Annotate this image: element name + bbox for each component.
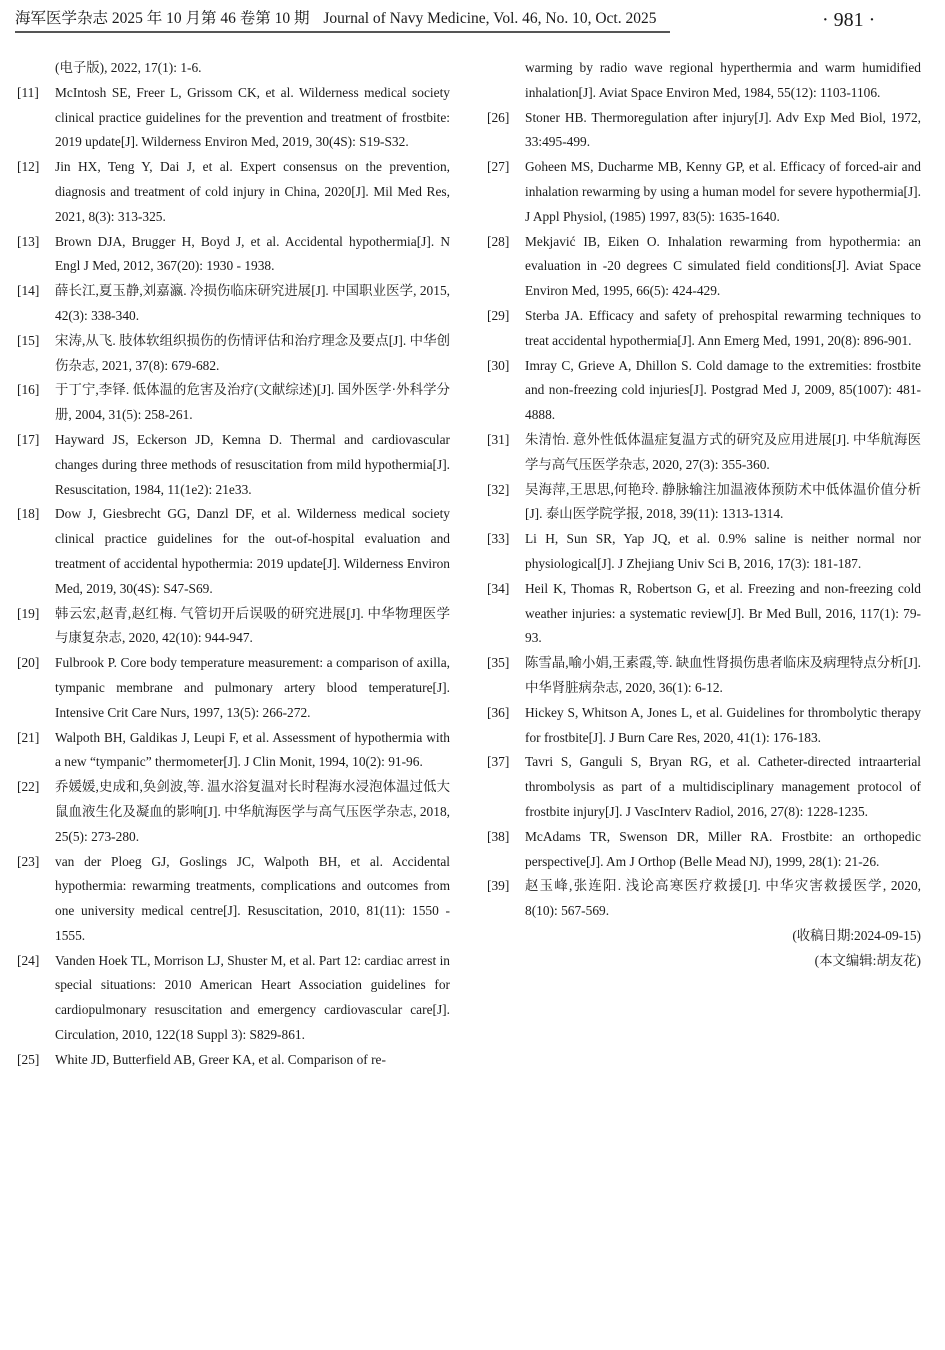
reference-text: Fulbrook P. Core body temperature measurement: a comparison of axilla, tympanic membrane and pulmonary artery blood temperature[J]. Intensive Crit Care Nurs, 1997, 13(5): 266-272.: [55, 655, 450, 720]
reference-item: [17, 329, 450, 379]
reference-text: 吴海萍,王思思,何艳玲. 静脉输注加温液体预防术中低体温价值分析[J]. 泰山医学院学报, 2018, 39(11): 1313-1314.: [525, 481, 921, 522]
reference-item: [17, 850, 450, 949]
page-number: · 981 ·: [822, 9, 876, 31]
reference-number: [34]: [487, 580, 510, 596]
reference-item: [487, 750, 921, 824]
reference-number: [28]: [487, 233, 510, 249]
reference-text: 陈雪晶,喻小娟,王素霞,等. 缺血性肾损伤患者临床及病理特点分析[J]. 中华肾脏病杂志, 2020, 36(1): 6-12.: [525, 655, 921, 695]
running-header: [15, 9, 670, 33]
reference-number: [18]: [17, 506, 40, 522]
reference-text: Vanden Hoek TL, Morrison LJ, Shuster M, et al. Part 12: cardiac arrest in special situations: 2010 American Heart Association guidelines for cardiopulmonary resuscitation and emergency cardiovascular care[J]. Circulation, 2010, 122(18 Suppl 3): S829-861.: [55, 952, 450, 1043]
reference-text: Sterba JA. Efficacy and safety of prehospital rewarming techniques to treat accidental hypothermia[J]. Ann Emerg Med, 1991, 20(8): 896-901.: [525, 307, 921, 348]
reference-item: [487, 701, 921, 751]
reference-text: Dow J, Giesbrecht GG, Danzl DF, et al. Wilderness medical society clinical practice guidelines for the out-of-hospital evaluation and treatment of accidental hypothermia: 2019 update[J]. Wilderness Environ Med, 2019, 30(4S): S47-S69.: [55, 506, 450, 596]
reference-number: [15]: [17, 332, 40, 348]
reference-item: [17, 230, 450, 280]
reference-text: Jin HX, Teng Y, Dai J, et al. Expert consensus on the prevention, diagnosis and treatment of cold injury in China, 2020[J]. Mil Med Res, 2021, 8(3): 313-325.: [55, 159, 450, 224]
reference-item: [487, 527, 921, 577]
reference-item: [17, 651, 450, 725]
reference-number: [22]: [17, 779, 40, 795]
reference-number: [13]: [17, 233, 40, 249]
reference-text: Tavri S, Ganguli S, Bryan RG, et al. Catheter-directed intraarterial thrombolysis as part of a multidisciplinary management protocol of frostbite injury[J]. J VascInterv Radiol, 2016, 27(8): 1228-1235.: [525, 754, 921, 819]
reference-text: Imray C, Grieve A, Dhillon S. Cold damage to the extremities: frostbite and non-freezing cold injuries[J]. Postgrad Med J, 2009, 85(1007): 481-4888.: [525, 357, 921, 423]
reference-item: [17, 775, 450, 849]
reference-number: [24]: [17, 952, 40, 968]
reference-text: Goheen MS, Ducharme MB, Kenny GP, et al. Efficacy of forced-air and inhalation rewarming by using a human model for severe hypothermia[J]. J Appl Physiol, (1985) 1997, 83(5): 1635-1640.: [525, 159, 921, 224]
reference-number: [19]: [17, 605, 40, 621]
reference-item: [17, 428, 450, 502]
reference-number: [33]: [487, 531, 510, 547]
reference-text: White JD, Butterfield AB, Greer KA, et al. Comparison of re-: [55, 1051, 386, 1067]
reference-item: [487, 577, 921, 651]
reference-number: [30]: [487, 357, 510, 373]
editor-note: (本文编辑:胡友花): [814, 952, 921, 968]
reference-text: van der Ploeg GJ, Goslings JC, Walpoth BH, et al. Accidental hypothermia: rewarming treatments, complications and outcomes from one university medical centre[J]. Resuscitation, 2010, 81(11): 1550 - 1555.: [55, 853, 450, 943]
reference-number: [25]: [17, 1051, 40, 1067]
right-column: [487, 56, 921, 973]
reference-text: 薛长江,夏玉静,刘嘉瀛. 冷损伤临床研究进展[J]. 中国职业医学, 2015, 42(3): 338-340.: [55, 283, 450, 323]
reference-item: [487, 428, 921, 478]
reference-number: [26]: [487, 109, 510, 125]
reference-number: [37]: [487, 754, 510, 770]
reference-item: [17, 602, 450, 652]
reference-item: [487, 651, 921, 701]
reference-text: 于丁宁,李铎. 低体温的危害及治疗(文献综述)[J]. 国外医学·外科学分册, 2004, 31(5): 258-261.: [55, 382, 450, 423]
reference-item: [487, 106, 921, 156]
reference-item: [17, 726, 450, 776]
reference-number: [12]: [17, 159, 40, 175]
left-column: [17, 56, 450, 1073]
reference-number: [38]: [487, 828, 510, 844]
reference-text: Hayward JS, Eckerson JD, Kemna D. Thermal and cardiovascular changes during three methods of resuscitation from mild hypothermia[J]. Resuscitation, 1984, 11(1e2): 21e33.: [55, 431, 450, 497]
reference-text: 乔媛媛,史成和,奂剑波,等. 温水浴复温对长时程海水浸泡体温过低大鼠血液生化及凝血的影响[J]. 中华航海医学与高气压医学杂志, 2018, 25(5): 273-280.: [55, 779, 450, 844]
reference-text: Hickey S, Whitson A, Jones L, et al. Guidelines for thrombolytic therapy for frostbite[J]. J Burn Care Res, 2020, 41(1): 176-183.: [525, 704, 921, 745]
reference-item: [17, 81, 450, 155]
reference-number: [31]: [487, 431, 510, 447]
reference-continuation: (电子版), 2022, 17(1): 1-6.: [55, 60, 202, 75]
reference-item: [487, 155, 921, 229]
reference-number: [17]: [17, 431, 40, 447]
reference-item: [487, 825, 921, 875]
reference-list: [17, 81, 450, 1073]
reference-text: 赵玉峰,张连阳. 浅论高寒医疗救援[J]. 中华灾害救援医学, 2020, 8(10): 567-569.: [525, 878, 921, 919]
reference-number: [21]: [17, 729, 40, 745]
reference-number: [23]: [17, 853, 40, 869]
reference-item: [487, 478, 921, 528]
reference-number: [20]: [17, 655, 40, 671]
received-date: (收稿日期:2024-09-15): [792, 927, 921, 943]
reference-text: 朱清怡. 意外性低体温症复温方式的研究及应用进展[J]. 中华航海医学与高气压医学杂志, 2020, 27(3): 355-360.: [525, 431, 921, 472]
reference-text: 宋涛,从飞. 肢体软组织损伤的伤情评估和治疗理念及要点[J]. 中华创伤杂志, 2021, 37(8): 679-682.: [55, 332, 450, 373]
journal-title-cn: 海军医学杂志 2025 年 10 月第 46 卷第 10 期: [15, 10, 310, 27]
reference-number: [29]: [487, 307, 510, 323]
reference-number: [14]: [17, 283, 40, 299]
reference-item: [17, 1048, 450, 1073]
reference-number: [16]: [17, 382, 40, 398]
reference-item: [17, 949, 450, 1048]
reference-number: [32]: [487, 481, 510, 497]
reference-number: [35]: [487, 655, 510, 671]
reference-item: [17, 378, 450, 428]
reference-item: [487, 304, 921, 354]
reference-text: Mekjavić IB, Eiken O. Inhalation rewarming from hypothermia: an evaluation in -20 degrees C simulated field conditions[J]. Aviat Space Environ Med, 1995, 66(5): 424-429.: [525, 233, 921, 299]
reference-item: [17, 279, 450, 329]
reference-number: [11]: [17, 84, 39, 100]
reference-list: [487, 106, 921, 924]
reference-text: Stoner HB. Thermoregulation after injury[J]. Adv Exp Med Biol, 1972, 33:495-499.: [525, 109, 921, 150]
reference-item: [487, 354, 921, 428]
reference-number: [36]: [487, 704, 510, 720]
reference-text: Heil K, Thomas R, Robertson G, et al. Freezing and non-freezing cold weather injuries: a systematic review[J]. Br Med Bull, 2016, 117(1): 79-93.: [525, 580, 921, 646]
reference-text: Walpoth BH, Galdikas J, Leupi F, et al. Assessment of hypothermia with a new “tympanic” thermometer[J]. J Clin Monit, 1994, 10(2): 91-96.: [55, 729, 450, 770]
reference-item: [17, 502, 450, 601]
reference-text: Li H, Sun SR, Yap JQ, et al. 0.9% saline is neither normal nor physiological[J]. J Zhejiang Univ Sci B, 2016, 17(3): 181-187.: [525, 531, 921, 571]
reference-text: Brown DJA, Brugger H, Boyd J, et al. Accidental hypothermia[J]. N Engl J Med, 2012, 367(20): 1930 - 1938.: [55, 233, 450, 274]
journal-title-en: Journal of Navy Medicine, Vol. 46, No. 10, Oct. 2025: [323, 10, 657, 27]
reference-item: [487, 230, 921, 304]
reference-number: [27]: [487, 159, 510, 175]
reference-text: McAdams TR, Swenson DR, Miller RA. Frostbite: an orthopedic perspective[J]. Am J Orthop (Belle Mead NJ), 1999, 28(1): 21-26.: [525, 828, 921, 869]
reference-item: [487, 874, 921, 924]
reference-number: [39]: [487, 878, 510, 894]
reference-text: 韩云宏,赵青,赵红梅. 气管切开后误吸的研究进展[J]. 中华物理医学与康复杂志, 2020, 42(10): 944-947.: [55, 605, 450, 646]
reference-item: [17, 155, 450, 229]
reference-continuation: warming by radio wave regional hyperthermia and warm humidified inhalation[J]. Aviat Space Environ Med, 1984, 55(12): 1103-1106.: [525, 60, 921, 100]
reference-text: McIntosh SE, Freer L, Grissom CK, et al. Wilderness medical society clinical practice guidelines for the prevention and treatment of frostbite: 2019 update[J]. Wilderness Environ Med, 2019, 30(4S): S19-S32.: [55, 84, 450, 150]
